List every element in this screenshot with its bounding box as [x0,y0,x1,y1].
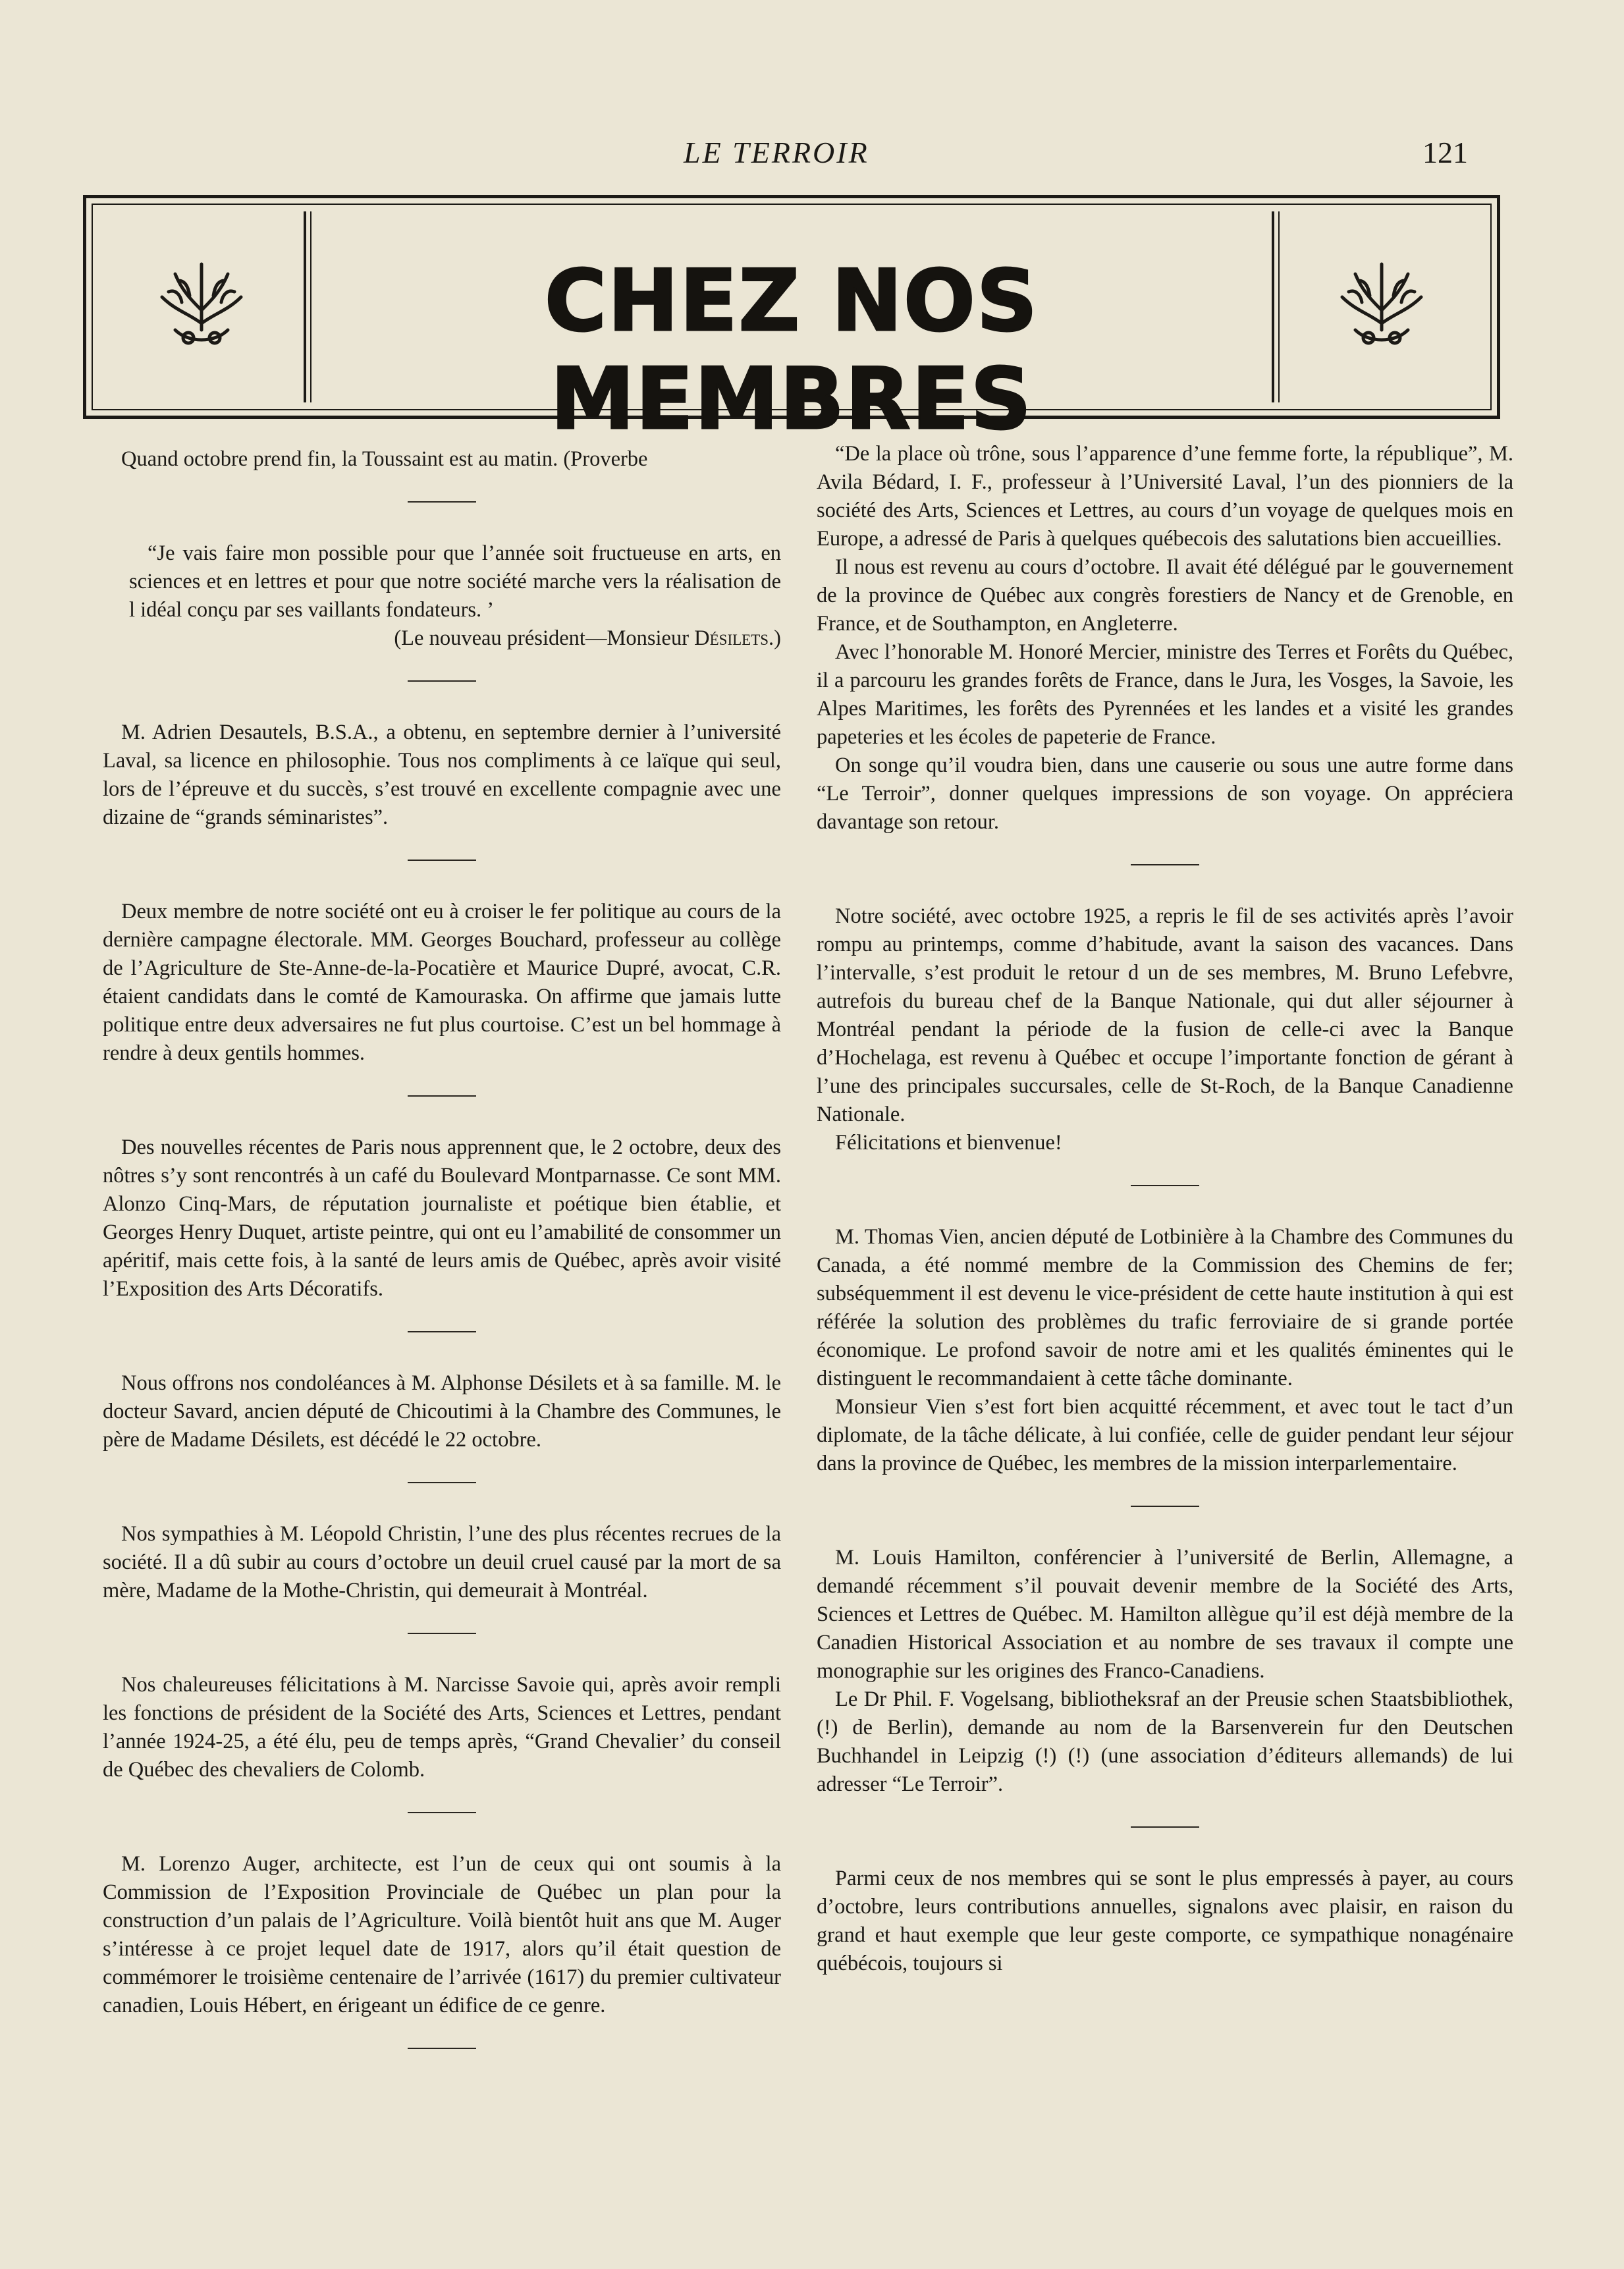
right-column [817,440,1513,2258]
running-head [0,135,1624,175]
quote-attribution-name: Désilets.) [694,626,781,650]
item-vogelsang: Le Dr Phil. F. Vogelsang, bibliotheksraf an der Preusie schen Staatsbibliothek, (!) de Berlin), demande au nom de la Barsenverein fur den Deutschen Buchhandel in Leipzig (!) (!) (une association d’éditeurs allemands) de lui adresser “Le Terroir”. [817,1687,1513,1796]
separator-rule [1131,1185,1199,1186]
item-auger: M. Lorenzo Auger, architecte, est l’un de ceux qui ont soumis à la Commission de l’Exposition Provinciale de Québec un plan pour la construction d’un palais de l’Agriculture. Voilà bientôt huit ans que M. Auger s’intéresse à ce projet lequel date de 1917, alors qu’il était question de commémorer le troisième centenaire de l’arrivée (1617) du premier cultivateur canadien, Louis Hébert, en érigeant un édifice de ce genre. [103,1852,781,2017]
separator-rule [408,1633,476,1634]
item-vien: M. Thomas Vien, ancien député de Lotbinière à la Chambre des Communes du Canada, a été nommé membre de la Commission des Chemins de fer; subséquemment il est devenu le vice-président de cette haute institution à qui est référée la solution des problèmes du trafic ferroviaire de si grande portée économique. Le profond savoir de notre ami et les qualités éminentes qui le distinguent le recommandaient à cette tâche dominante. [817,1225,1513,1390]
item-nonagenaire: Parmi ceux de nos membres qui se sont le plus empressés à payer, au cours d’octobre, leurs contributions annuelles, signalons avec plaisir, en raison du grand et haut exemple que leur geste comporte, ce sympathique nonagénaire québécois, toujours si [817,1867,1513,1975]
item-christin: Nos sympathies à M. Léopold Christin, l’une des plus récentes recrues de la société. Il a dû subir au cours d’octobre un deuil cruel causé par la mort de sa mère, Madame de la Mothe-Christin, qui demeurait à Montréal. [103,1522,781,1602]
separator-rule [408,1095,476,1097]
item-lefebvre-2: Félicitations et bienvenue! [835,1131,1062,1155]
item-lefebvre: Notre société, avec octobre 1925, a repris le fil de ses activités après l’avoir rompu au printemps, comme d’habitude, avant la saison des vacances. Dans l’intervalle, s’est produit le retour d un de ses membres, M. Bruno Lefebvre, autrefois du bureau chef de la Banque Nationale, qui dut aller séjourner à Montréal pendant la période de la fusion de celle-ci avec la Banque d’Hochelaga, est revenu à Québec et occupe l’importante fonction de gérant à l’une des principales succursales, celle de St-Roch, de la Banque Canadienne Nationale. [817,904,1513,1126]
separator-rule [408,1812,476,1813]
banner-divider-left [304,211,311,402]
separator-rule [408,2048,476,2049]
item-bedard-4: On songe qu’il voudra bien, dans une causerie ou sous une autre forme dans “Le Terroir”, donner quelques impressions de son voyage. On appréciera davantage son retour. [817,753,1513,834]
separator-rule [1131,1826,1199,1828]
running-title: LE TERROIR [684,136,869,169]
leaf-wreath-icon [1329,251,1434,356]
separator-rule [408,501,476,503]
section-banner [83,195,1500,449]
quote-attribution [103,624,781,653]
item-bedard-2: Il nous est revenu au cours d’octobre. Il avait été délégué par le gouvernement de la province de Québec aux congrès forestiers de Nancy et de Grenoble, en France, et de Southampton, en Angleterre. [817,555,1513,636]
item-condoleances: Nous offrons nos condoléances à M. Alphonse Désilets et à sa famille. M. le docteur Savard, ancien député de Chicoutimi à la Chambre des Communes, le père de Madame Désilets, est décédé le 22 octobre. [103,1371,781,1452]
leaf-wreath-icon [149,251,254,356]
left-column [103,440,781,2258]
separator-rule [408,860,476,861]
separator-rule [408,1331,476,1332]
item-hamilton: M. Louis Hamilton, conférencier à l’université de Berlin, Allemagne, a demandé récemment s’il pouvait devenir membre de la Société des Arts, Sciences et Lettres de Québec. M. Hamilton allègue qu’il est déjà membre de la Canadien Historical Association et au nombre de ses travaux il compte une monographie sur les origines des Franco-Canadiens. [817,1546,1513,1683]
section-title: CHEZ NOS MEMBRES [545,252,1039,449]
president-quote: “Je vais faire mon possible pour que l’année soit fructueuse en arts, en sciences et en lettres et pour que notre société marche vers la réalisation de l idéal conçu par ses vaillants fondateurs. ’ [129,541,781,622]
item-paris: Des nouvelles récentes de Paris nous apprennent que, le 2 octobre, deux des nôtres s’y sont rencontrés à un café du Boulevard Montparnasse. Ce sont MM. Alonzo Cinq-Mars, de réputation journaliste et poétique bien établie, et Georges Henry Duquet, artiste peintre, qui ont eu l’amabilité de consommer un apéritif, mais cette fois, à la santé de leurs amis de Québec, après avoir visité l’Exposition des Arts Décoratifs. [103,1135,781,1301]
item-desautels: M. Adrien Desautels, B.S.A., a obtenu, en septembre dernier à l’université Laval, sa licence en philosophie. Tous nos compliments à ce laïque qui seul, lors de l’épreuve et du succès, s’est trouvé en excellente compagnie avec une dizaine de “grands séminaristes”. [103,721,781,829]
separator-rule [1131,864,1199,865]
banner-divider-right [1272,211,1280,402]
item-bedard-3: Avec l’honorable M. Honoré Mercier, ministre des Terres et Forêts du Québec, il a parcouru les grandes forêts de France, dans le Jura, les Vosges, la Savoie, les Alpes Maritimes, les forêts des Pyrennées et les landes et a visité les grandes papeteries et les écoles de papeterie de France. [817,640,1513,749]
item-politique: Deux membre de notre société ont eu à croiser le fer politique au cours de la dernière campagne électorale. MM. Georges Bouchard, professeur au collège de l’Agriculture de Ste-Anne-de-la-Pocatière et Maurice Dupré, avocat, C.R. étaient candidats dans le comté de Kamouraska. On affirme que jamais lutte politique entre deux adversaires ne fut plus courtoise. C’est un bel hommage à rendre à deux gentils hommes. [103,900,781,1065]
proverb: Quand octobre prend fin, la Toussaint est au matin. (Proverbe [121,447,648,471]
page-number: 121 [1422,136,1468,169]
item-bedard: “De la place où trône, sous l’apparence d’une femme forte, la république”, M. Avila Bédard, I. F., professeur à l’Université Laval, l’un des pionniers de la société des Arts, Sciences et Lettres, au cours d’un voyage de quelques mois en Europe, a adressé de Paris à quelques québecois des salutations bien accueillies. [817,442,1513,551]
item-savoie: Nos chaleureuses félicitations à M. Narcisse Savoie qui, après avoir rempli les fonctions de président de la Société des Arts, Sciences et Lettres, pendant l’année 1924-25, a été élu, peu de temps après, “Grand Chevalier’ du conseil de Québec des chevaliers de Colomb. [103,1673,781,1782]
quote-attribution-prefix: (Le nouveau président—Monsieur [394,626,695,650]
separator-rule [1131,1506,1199,1507]
item-vien-2: Monsieur Vien s’est fort bien acquitté récemment, et avec tout le tact d’un diplomate, de la tâche délicate, à lui confiée, celle de guider pendant leur séjour dans la province de Québec, les membres de la mission interparlementaire. [817,1395,1513,1475]
separator-rule [408,680,476,682]
separator-rule [408,1482,476,1483]
